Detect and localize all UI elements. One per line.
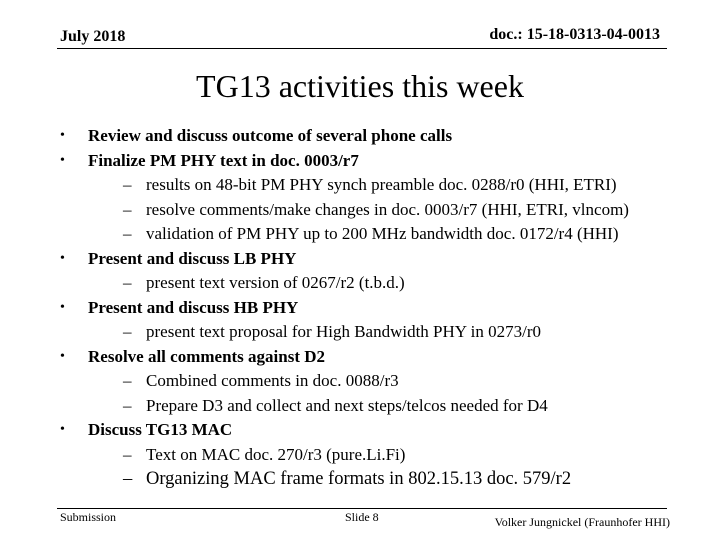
sub-bullet-text: validation of PM PHY up to 200 MHz bandwidth doc. 0172/r4 (HHI) [146,224,619,243]
sub-bullet-marker: – [123,273,132,292]
bullet-marker: • [60,299,65,315]
bullet-list [60,124,680,492]
bullet-text: Present and discuss LB PHY [88,248,297,268]
sub-bullet-item [60,198,680,223]
sub-bullet-item [60,394,680,419]
sub-bullet-text: results on 48-bit PM PHY synch preamble doc. 0288/r0 (HHI, ETRI) [146,175,617,194]
header-date: July 2018 [60,28,126,45]
bullet-text: Resolve all comments against D2 [88,346,326,366]
bullet-marker: • [60,348,65,364]
sub-bullet-item [60,443,680,468]
sub-bullet-text: Combined comments in doc. 0088/r3 [146,371,399,390]
sub-bullet-text: present text proposal for High Bandwidth PHY in 0273/r0 [146,322,542,341]
bullet-marker: • [60,422,65,437]
bullet-text: Finalize PM PHY text in doc. 0003/r7 [88,150,359,170]
sub-bullet-text: resolve comments/make changes in doc. 0003/r7 (HHI, ETRI, vlncom) [146,199,629,219]
sub-bullet-marker: – [123,444,132,464]
slide-title: TG13 activities this week [196,68,524,104]
sub-bullet-item [60,320,680,345]
bullet-marker: • [60,152,65,168]
sub-bullet-marker: – [123,224,132,243]
sub-bullet-item [60,271,680,296]
sub-bullet-item [60,369,680,394]
bullet-item [60,296,680,321]
bullet-item [60,247,680,272]
bullet-item [60,124,680,149]
sub-bullet-item [60,467,680,492]
sub-bullet-marker: – [123,371,132,390]
footer-submission: Submission [60,510,117,524]
sub-bullet-text: Organizing MAC frame formats in 802.15.13 doc. 579/r2 [146,469,572,489]
sub-bullet-text: Prepare D3 and collect and next steps/telcos needed for D4 [146,395,548,415]
bullet-text: Present and discuss HB PHY [88,297,299,317]
bullet-text: Review and discuss outcome of several phone calls [88,126,453,145]
header-doc-id: doc.: 15-18-0313-04-0013 [489,26,660,43]
bullet-item [60,418,680,443]
footer-author: Volker Jungnickel (Fraunhofer HHI) [494,515,670,529]
sub-bullet-marker: – [123,322,132,341]
sub-bullet-marker: – [123,469,133,489]
bullet-item [60,149,680,174]
footer-divider [57,508,667,509]
bullet-marker: • [60,250,65,266]
sub-bullet-marker: – [123,395,132,415]
sub-bullet-marker: – [123,199,132,219]
sub-bullet-item [60,222,680,247]
bullet-marker: • [60,128,65,143]
header-divider [57,48,667,49]
sub-bullet-marker: – [123,175,132,194]
bullet-text: Discuss TG13 MAC [88,420,233,439]
bullet-item [60,345,680,370]
sub-bullet-text: present text version of 0267/r2 (t.b.d.) [146,273,405,292]
footer-slide-number: Slide 8 [345,510,379,524]
sub-bullet-text: Text on MAC doc. 270/r3 (pure.Li.Fi) [146,444,406,464]
sub-bullet-item [60,173,680,198]
